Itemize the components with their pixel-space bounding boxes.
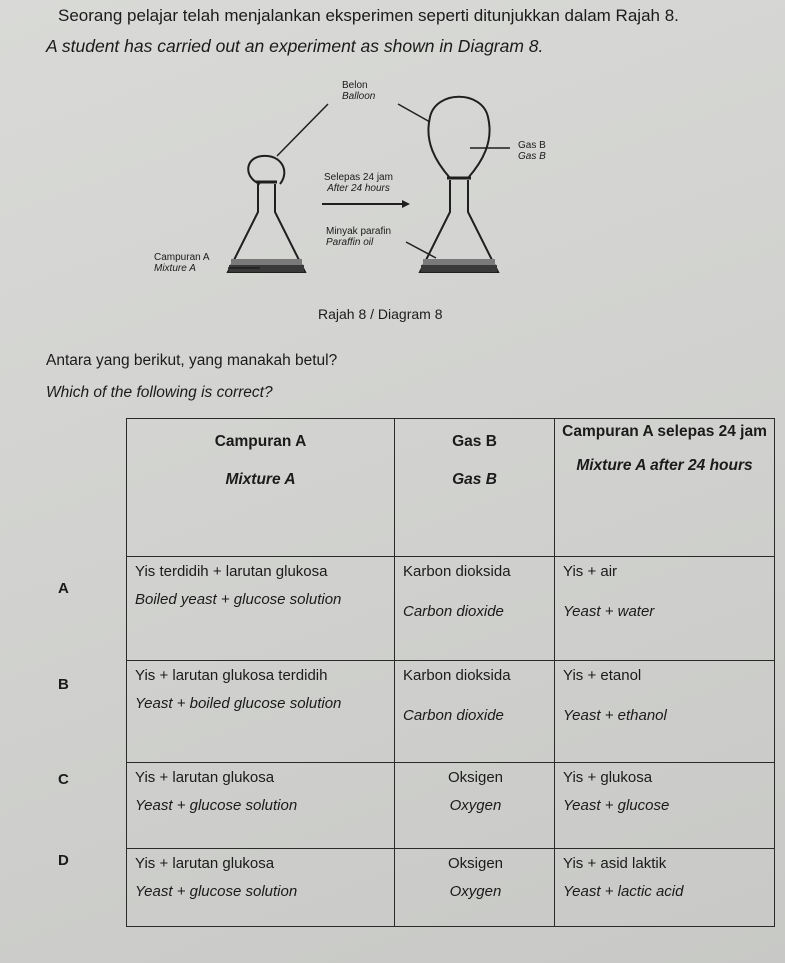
table-header-row bbox=[127, 419, 775, 557]
header-mixture-malay: Campuran A bbox=[214, 433, 307, 450]
row-a-gas bbox=[395, 557, 555, 661]
row-c-after-malay: Yis + glukosa bbox=[563, 769, 653, 786]
row-b-gas-english: Carbon dioxide bbox=[403, 707, 504, 724]
after-label-malay: Selepas 24 jam bbox=[324, 172, 393, 183]
table-row bbox=[127, 557, 775, 661]
gas-b-label bbox=[518, 140, 546, 162]
row-a-after bbox=[555, 557, 775, 661]
oil-label-malay: Minyak parafin bbox=[326, 226, 392, 237]
gas-b-label-malay: Gas B bbox=[518, 140, 546, 151]
left-flask bbox=[228, 182, 305, 272]
options-table bbox=[126, 418, 775, 927]
row-a-gas-malay: Karbon dioksida bbox=[403, 563, 511, 580]
row-c-mixture-english: Yeast + glucose solution bbox=[135, 797, 298, 814]
row-d-mixture bbox=[127, 849, 395, 927]
table-row bbox=[127, 763, 775, 849]
right-paraffin-layer bbox=[423, 259, 495, 265]
row-c-gas-english: Oxygen bbox=[449, 797, 502, 814]
row-c-after-english: Yeast + glucose bbox=[563, 797, 670, 814]
prompt-english: Which of the following is correct? bbox=[46, 384, 273, 401]
oil-label-english: Paraffin oil bbox=[326, 237, 374, 248]
after-24-label bbox=[324, 172, 393, 194]
balloon-label bbox=[342, 80, 375, 102]
header-after-malay: Campuran A selepas 24 jam bbox=[562, 423, 767, 440]
row-c-mixture-malay: Yis + larutan glukosa bbox=[135, 769, 275, 786]
right-mixture-layer bbox=[421, 265, 497, 272]
question-english: A student has carried out an experiment as shown in Diagram 8. bbox=[46, 36, 544, 56]
inflated-balloon bbox=[428, 97, 489, 178]
balloon-label-english: Balloon bbox=[342, 91, 376, 102]
header-after bbox=[555, 419, 775, 557]
row-c-mixture bbox=[127, 763, 395, 849]
option-a-letter[interactable]: A bbox=[58, 580, 69, 597]
header-mixture bbox=[127, 419, 395, 557]
prompt-malay: Antara yang berikut, yang manakah betul? bbox=[46, 352, 338, 369]
gas-b-label-english: Gas B bbox=[518, 151, 546, 162]
row-b-after-english: Yeast + ethanol bbox=[563, 707, 667, 724]
mixture-label-english: Mixture A bbox=[154, 263, 196, 274]
row-d-mixture-malay: Yis + larutan glukosa bbox=[135, 855, 275, 872]
header-gas bbox=[395, 419, 555, 557]
after-arrow-head bbox=[402, 200, 410, 208]
mixture-a-label bbox=[154, 252, 210, 274]
row-b-mixture-english: Yeast + boiled glucose solution bbox=[135, 695, 342, 712]
deflated-balloon bbox=[248, 156, 284, 184]
after-label-english: After 24 hours bbox=[327, 183, 390, 194]
row-d-gas-english: Oxygen bbox=[449, 883, 502, 900]
right-flask bbox=[420, 178, 498, 272]
row-d-mixture-english: Yeast + glucose solution bbox=[135, 883, 298, 900]
option-b-letter[interactable]: B bbox=[58, 676, 69, 693]
header-gas-english: Gas B bbox=[452, 471, 497, 488]
row-d-gas bbox=[395, 849, 555, 927]
table-row bbox=[127, 661, 775, 763]
table-row bbox=[127, 849, 775, 927]
balloon-label-malay: Belon bbox=[342, 80, 368, 91]
row-a-after-english: Yeast + water bbox=[563, 603, 655, 620]
row-b-after bbox=[555, 661, 775, 763]
header-gas-malay: Gas B bbox=[452, 433, 497, 450]
balloon-pointer bbox=[277, 104, 328, 156]
header-mixture-english: Mixture A bbox=[225, 471, 296, 488]
diagram-caption: Rajah 8 / Diagram 8 bbox=[318, 306, 443, 322]
question-malay: Seorang pelajar telah menjalankan eksperimen seperti ditunjukkan dalam Rajah 8. bbox=[58, 6, 679, 25]
row-a-gas-english: Carbon dioxide bbox=[403, 603, 504, 620]
row-b-after-malay: Yis + etanol bbox=[563, 667, 642, 684]
row-b-gas bbox=[395, 661, 555, 763]
option-c-letter[interactable]: C bbox=[58, 771, 69, 788]
row-a-after-malay: Yis + air bbox=[563, 563, 618, 580]
row-a-mixture-malay: Yis terdidih + larutan glukosa bbox=[135, 563, 328, 580]
paraffin-oil-label bbox=[326, 226, 391, 248]
row-c-gas-malay: Oksigen bbox=[447, 769, 504, 786]
row-d-after bbox=[555, 849, 775, 927]
mixture-label-malay: Campuran A bbox=[154, 252, 210, 263]
row-d-after-malay: Yis + asid laktik bbox=[563, 855, 667, 872]
row-d-gas-malay: Oksigen bbox=[447, 855, 504, 872]
option-d-letter[interactable]: D bbox=[58, 852, 69, 869]
row-b-mixture bbox=[127, 661, 395, 763]
left-paraffin-layer bbox=[231, 259, 302, 265]
row-c-gas bbox=[395, 763, 555, 849]
row-c-after bbox=[555, 763, 775, 849]
row-a-mixture-english: Boiled yeast + glucose solution bbox=[135, 591, 342, 608]
row-b-gas-malay: Karbon dioksida bbox=[403, 667, 511, 684]
header-after-english: Mixture A after 24 hours bbox=[576, 457, 753, 474]
balloon-pointer-right bbox=[398, 104, 430, 122]
row-a-mixture bbox=[127, 557, 395, 661]
row-b-mixture-malay: Yis + larutan glukosa terdidih bbox=[135, 667, 328, 684]
experiment-diagram bbox=[140, 72, 580, 307]
row-d-after-english: Yeast + lactic acid bbox=[563, 883, 684, 900]
